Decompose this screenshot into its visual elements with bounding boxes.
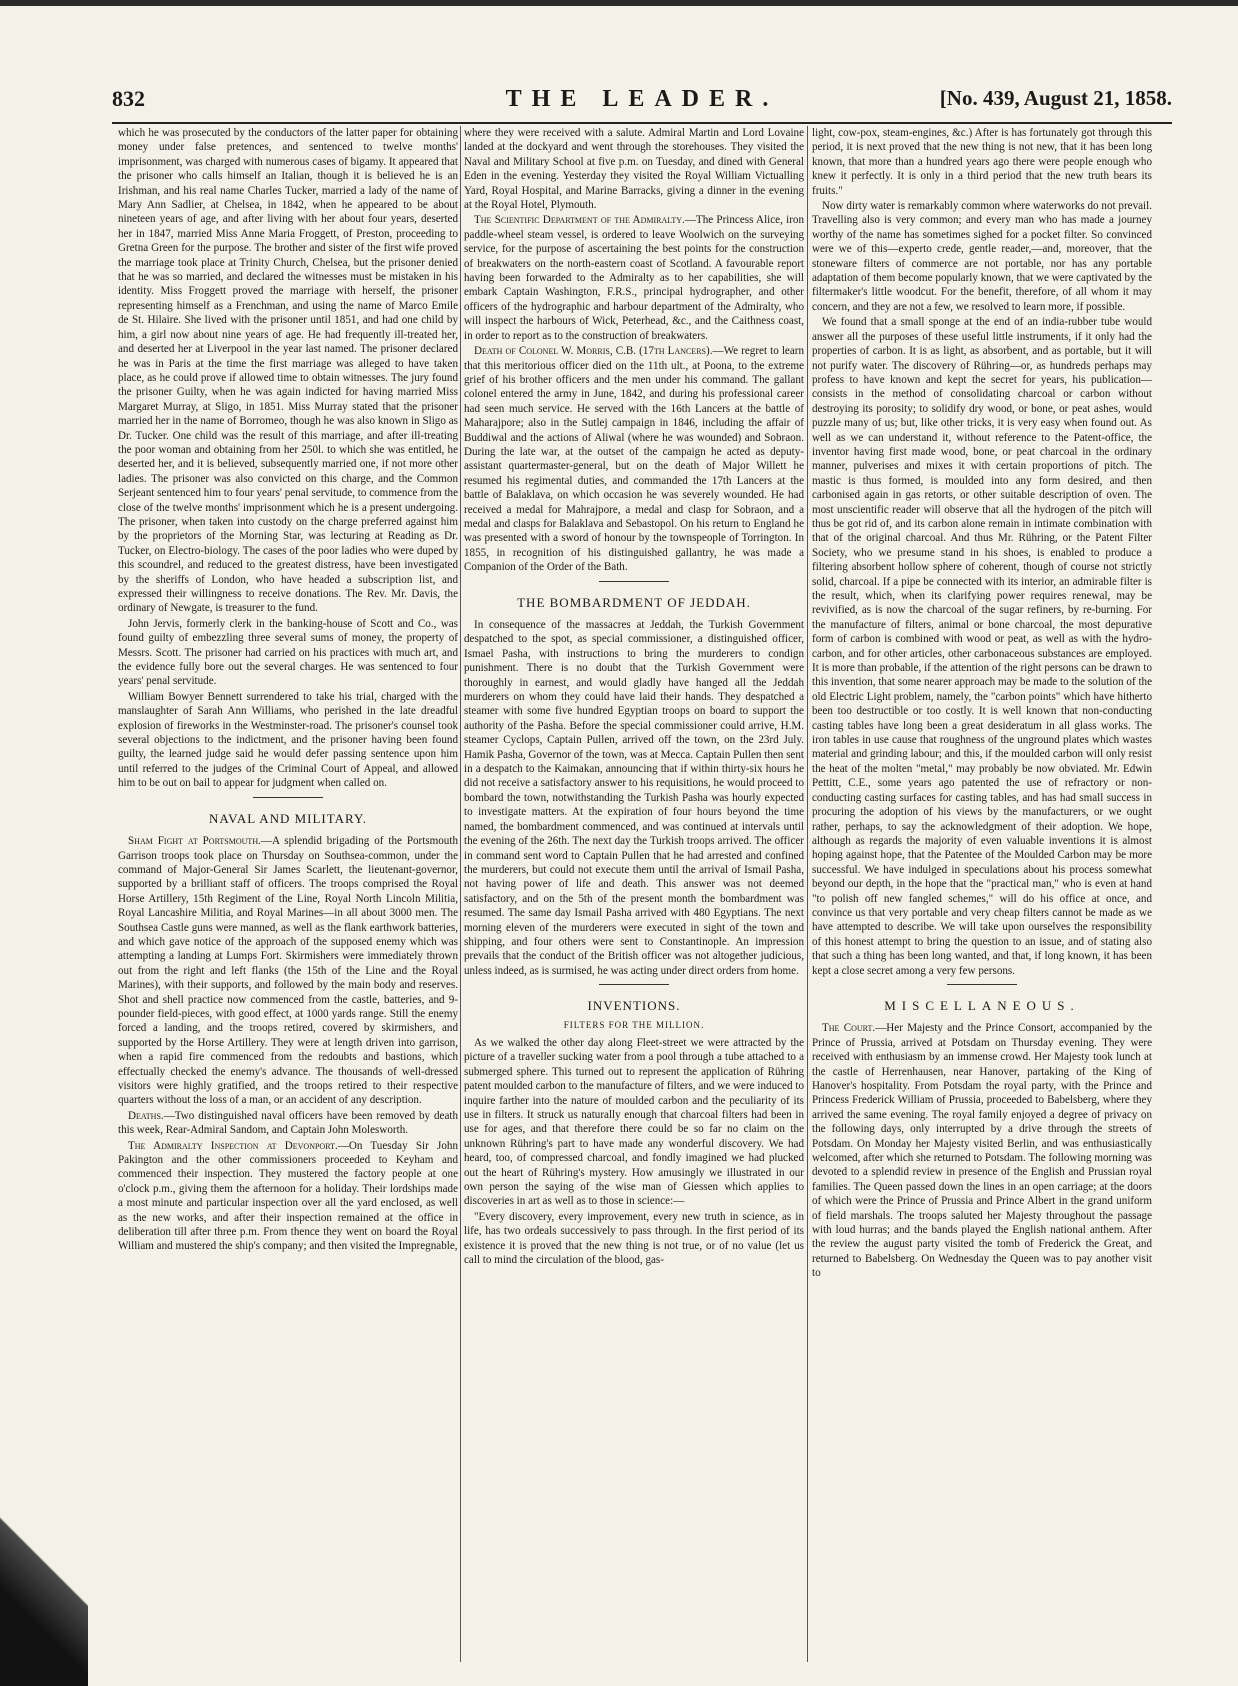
section-rule <box>253 797 323 798</box>
section-heading-jeddah: THE BOMBARDMENT OF JEDDAH. <box>517 594 751 610</box>
column-3 <box>812 126 1152 1662</box>
paragraph-body: —A splendid brigading of the Portsmouth Garrison troops took place on Thursday on Southsea-common, under the command of Major-General Sir James Scarlett, the lieutenant-governor, supported by a brilliant staff of officers. The troops comprised the Royal Horse Artillery, 15th Regiment of the Line, Royal North Lincoln Militia, Royal Lancashire Militia, and Royal Marines—in all about 3000 men. The Southsea Castle guns were manned, as well as the flank earthwork batteries, and which gave notice of the approach of the supposed enemy which was attempting a landing at Lumps Fort. Skirmishers were immediately thrown out from the right and left flanks (the 15th of the Line and the Royal Marines), with their supports, and followed by the main body and reserves. Shot and shell practice now commenced from the castle, batteries, and 9-pounder field-pieces, with good effect, at 1000 yards range. Still the enemy forced a landing, and the troops retired, covered by skirmishers, and supported by the Horse Artillery. They were at length driven into garrison, when a rapid fire commenced from the redoubts and bastions, which effectually checked the enemy's advance. The thousands of well-dressed visitors were highly gratified, and the troops retired to their respective quarters without the loss of a man, or an accident of any description. <box>118 835 458 1107</box>
section-subheading-filters: FILTERS FOR THE MILLION. <box>563 1019 705 1030</box>
section-rule <box>947 984 1017 985</box>
paragraph-lead: The Admiralty Inspection at Devonport. <box>128 1139 338 1152</box>
masthead-rule <box>112 122 1172 124</box>
column-1 <box>118 126 458 1662</box>
paragraph-lead: Death of Colonel W. Morris, C.B. (17th Lancers). <box>474 345 713 358</box>
paragraph-lead: Sham Fight at Portsmouth. <box>128 835 261 848</box>
article-paragraph: "Every discovery, every improvement, every new truth in science, as in life, has two ordeals successively to pass through. In the first period of its existence it is proved that the new thing is not true, or of no value (let us call to mind the circulation of the blood, gas- <box>464 1210 804 1267</box>
article-paragraph: John Jervis, formerly clerk in the banking-house of Scott and Co., was found guilty of embezzling three several sums of money, the property of Messrs. Scott. The prisoner had carried on his practices with much art, and the evidence fully bore out the several charges. He was sentenced to four years' penal servitude. <box>118 617 458 688</box>
column-divider <box>460 126 461 1662</box>
paragraph-body: —We regret to learn that this meritorious officer died on the 11th ult., at Poona, to the extreme grief of his brother officers and the men under his command. The gallant colonel entered the army in June, 1842, and during his professional career had seen much service. He served with the 16th Lancers at the battle of Maharajpore; also in the Sutlej campaign in 1846, including the affair of Buddiwal and the actions of Aliwal (where he was wounded) and Sobraon. During the late war, at the outset of the campaign he acted as deputy-assistant quartermaster-general, but on the death of Major Willett he resumed his regimental duties, and commanded the 17th Lancers at the battle of Balaklava, on which occasion he was severely wounded. He had received a medal for Mahrajpore, a medal and clasp for Sobraon, and a medal and clasps for Balaklava and Sebastopol. On his return to England he was presented with a sword of honour by the townspeople of Torrington. In 1855, in recognition of his distinguished gallantry, he was made a Companion of the Order of the Bath. <box>464 345 804 574</box>
article-paragraph <box>118 1109 458 1138</box>
article-paragraph: As we walked the other day along Fleet-street we were attracted by the picture of a traveller sucking water from a pool through a tube attached to a submerged sphere. This turned out to represent the application of Rühring patent moulded carbon to the manufacture of filters, and we were induced to inquire farther into the nature of moulded carbon and the peculiarity of its use in filters. It struck us naturally enough that charcoal filters had been in use for ages, and that therefore there could be so far no claim on the unknown Rühring's part to have made any wonderful discovery. We had heard, too, of compressed charcoal, and fondly imagined we had plucked out the heart of Rühring's mystery. How amusingly we illustrated in our own person the saying of the wise man of Giessen which applies to discoveries in art as well as to those in science:— <box>464 1036 804 1208</box>
article-paragraph <box>464 344 804 575</box>
scan-corner-shadow <box>0 1496 88 1686</box>
article-paragraph: which he was prosecuted by the conductors of the latter paper for obtaining money under false pretences, and sentenced to twelve months' imprisonment, was charged with numerous cases of bigamy. It appeared that the prisoner who calls himself an Italian, though it is believed he is an Irishman, and his real name Charles Tucker, married a lady of the name of Mary Ann Sadlier, at Chelsea, in 1842, when he appeared to be about nineteen years of age, and after living with her about four years, deserted her in 1847, married Miss Anne Maria Froggett, of Preston, proceeding to Gretna Green for the purpose. The brother and sister of the first wife proved the marriage took place at Trinity Church, Chelsea, but the prisoner denied that he was so married, and declared the witnesses must be mistaken in his identity. Miss Froggett proved the marriage with herself, the prisoner representing himself as a Frenchman, and using the name of Marco Emile de St. Hilaire. She lived with the prisoner until 1851, and had one child by him, a girl now about nine years of age. He had frequently ill-treated her, and deserted her at Liverpool in the year last named. The prisoner declared he was in Paris at the time the first marriage was alleged to have taken place, as he could prove if allowed time to obtain witnesses. The jury found the prisoner Guilty, when he was again indicted for having married Miss Margaret Murray, at Sligo, in 1851. Miss Murray stated that the prisoner married her in the name of Borromeo, though he was also known in Sligo as Dr. Tucker. One child was the result of this marriage, and after ill-treating the poor woman and obtaining from her 250l. to which she was entitled, he deserted her, and it is believed, subsequently married one, if not more other ladies. The prisoner was also convicted on this charge, and the Common Serjeant sentenced him to four years' penal servitude, to commence from the close of the twelve months' imprisonment which he is a present undergoing. The prisoner, when taken into custody on the charge preferred against him by the proprietors of the Morning Star, was lecturing at Reading as Dr. Tucker, on Electro-biology. The cases of the poor ladies who were duped by this scoundrel, and reduced to the greatest distress, have been investigated by the sheriffs of London, who have headed a subscription list, and expressed their willingness to receive donations. The Rev. Mr. Davis, the ordinary of Newgate, is treasurer to the fund. <box>118 127 458 615</box>
column-divider <box>807 126 808 1662</box>
article-paragraph <box>812 1021 1152 1280</box>
section-rule <box>599 581 669 582</box>
newspaper-title: THE LEADER. <box>505 86 779 112</box>
article-paragraph: We found that a small sponge at the end of an india-rubber tube would answer all the purposes of these useful little instruments, if it only had the properties of carbon. It is as light, as absorbent, and as portable, but it will not purify water. The discovery of Rühring—or, as hundreds perhaps may profess to have known and kept the secret for years, his publication—consists in the method of consolidating charcoal or carbon without destroying its porosity; to solidify dry wood, or bone, or peat ashes, would puzzle many of us; but, like other tricks, it is very easy when found out. As well as we can understand it, without reference to the Patent-office, the inventor having first made wood, bone, or peat charcoal in the ordinary manner, pulverises and mixes it with certain proportions of pitch. The mastic is thus formed, is moulded into any form desired, and then carbonised again in gas retorts, or other suitable description of oven. The most unscientific reader will observe that all the hydrogen of the pitch will thus be got rid of, and its carbon alone remain in intimate combination with that of the original charcoal. And thus Mr. Rühring, or the Patent Filter Society, who we presume stand in his shoes, is enabled to produce a filtering absorbent hollow sphere of coherent, though of course not strictly solid, charcoal. If a pipe be connected with its interior, an admirable filter is the result, which, when its clarifying power requires renewal, may be revivified, as is now the charcoal of the sugar refiners, by re-burning. For the manufacture of filters, animal or bone charcoal, the most depurative form of carbon is combined with wood or peat, as well as with the hydro-carbon, and for other articles, other carbonaceous substances are employed. It is more than probable, if the attention of the right persons can be drawn to this invention, that some nearer approach may be made to the solution of the old Electric Light problem, namely, the "carbon points" which have hitherto been too destructible or too costly. It is well known that non-conducting casting tables have long been a great desideratum in all glass works. The iron tables in use cause that roughness of the unground plates which wastes material and grinding labour; and this, if the moulded carbon will only resist the heat of the molten "metal," may probably be now obviated. Mr. Edwin Pettitt, C.E., some years ago patented the use of refractory or non-conducting casting surfaces for casting tables, and has had small success in procuring the adoption of his views by the manufacturers, or we ought rather, perhaps, to say the acknowledgment of their adoption. We hope, although as regards the majority of even valuable inventions it is almost hoping against hope, that the Patentee of the Moulded Carbon may be more successful. We have indulged in speculations about his process somewhat beyond our depth, in the hope that the "practical man," who is even at hand "to polish off new fangled schemes," will do his office at once, and convince us that very portable and very cheap filters cannot be made as we have attempted to describe. We will take upon ourselves the responsibility of this honest attempt to bring the question to an issue, and of stating also that such a thing has been long wanted, and that, if long known, it has been kept a close secret among a very few persons. <box>812 316 1152 977</box>
page-number: 832 <box>112 86 145 111</box>
masthead <box>112 86 1172 122</box>
paragraph-lead: The Scientific Department of the Admiralty. <box>474 214 685 227</box>
article-paragraph: Now dirty water is remarkably common where waterworks do not prevail. Travelling also is very common; and every man who has made a journey worthy of the name has sometimes sighed for a pocket filter. So convinced were we of this—experto crede, gentle reader,—and, moreover, that the stoneware filters of commerce are not portable, nor has any portable adaptation of them become popularly known, that we were captivated by the filtermaker's little woodcut. For the benefit, therefore, of all whom it may concern, and they are not a few, we resolved to learn more, if possible. <box>812 200 1152 313</box>
section-heading-inventions: INVENTIONS. <box>587 998 681 1014</box>
paragraph-body: —The Princess Alice, iron paddle-wheel steam vessel, is ordered to leave Woolwich on the surveying service, for the purpose of ascertaining the best points for the construction of breakwaters on the north-eastern coast of Scotland. A favourable report having been forwarded to the Admiralty as to her capabilities, she will embark Captain Washington, F.R.S., principal hydrographer, and other officers of the hydrographic and harbour department of the Admiralty, who will inspect the harbours of Wick, Peterhead, &c., and the Caithness coast, in order to report as to the construction of breakwaters. <box>464 214 804 342</box>
section-rule <box>599 984 669 985</box>
issue-info: [No. 439, August 21, 1858. <box>939 86 1172 110</box>
article-paragraph <box>118 834 458 1108</box>
section-heading-naval: NAVAL AND MILITARY. <box>209 810 367 826</box>
column-2 <box>464 126 804 1662</box>
article-paragraph: William Bowyer Bennett surrendered to take his trial, charged with the manslaughter of Sarah Ann Williams, who perished in the late dreadful explosion of fireworks in the Westminster-road. The prisoner's counsel took several objections to the indictment, and the prisoner having been found guilty, the learned judge said he would defer passing sentence upon him until referred to the judges of the Criminal Court of Appeal, and allowed him to be out on bail to appear for judgment when called on. <box>118 690 458 790</box>
section-heading-miscellaneous: MISCELLANEOUS. <box>884 997 1080 1013</box>
paragraph-lead: The Court. <box>822 1022 876 1035</box>
page-top-edge <box>0 0 1238 6</box>
article-paragraph <box>118 1139 458 1254</box>
article-paragraph: where they were received with a salute. Admiral Martin and Lord Lovaine landed at the dockyard and went through the storehouses. They visited the Naval and Military School at five p.m. on Tuesday, and dined with General Eden in the evening. Yesterday they visited the Royal William Victualling Yard, Royal Hospital, and Marine Barracks, giving a dinner in the evening at the Royal Hotel, Plymouth. <box>464 127 804 212</box>
paragraph-body: —Two distinguished naval officers have been removed by death this week, Rear-Admiral Sandom, and Captain John Molesworth. <box>118 1109 458 1137</box>
paragraph-body: —Her Majesty and the Prince Consort, accompanied by the Prince of Prussia, arrived at Potsdam on Thursday evening. They were received with enthusiasm by an immense crowd. Her Majesty took lunch at the castle of Herrenhausen, near Hanover, partaking of the King of Hanover's hospitality. From Potsdam the royal party, with the Prince and Princess Frederick William of Prussia, proceeded to Babelsberg, where they arrived the same evening. The royal family enjoyed a degree of privacy on the following days, only interrupted by a drive through the streets of Potsdam. On Monday her Majesty visited Berlin, and was enthusiastically welcomed, after which she returned to Potsdam. The following morning was devoted to a splendid review in presence of the English and Prussian royal families. The Queen passed down the lines in an open carriage; at the doors of which were the Prince of Prussia and Prince Albert in the grand uniform of field marshals. The troops saluted her Majesty throughout the passage with loud hurras; and the bands played the English national anthem. After the review the august party visited the tomb of Frederick the Great, and returned to Babelsberg. On Wednesday the Queen was to pay another visit to <box>812 1022 1152 1280</box>
paragraph-lead: Deaths. <box>128 1109 164 1122</box>
article-paragraph <box>464 213 804 343</box>
article-paragraph: In consequence of the massacres at Jeddah, the Turkish Government despatched to the spot, as special commissioner, a distinguished officer, Ismael Pasha, with instructions to bring the murderers to condign punishment. There is no doubt that the Turkish Government were thoroughly in earnest, and would gladly have hanged all the Jeddah murderers on whom they could have laid their hands. They despatched a steamer with some five hundred Egyptian troops on board to support the authority of the Pasha. Before the special commissioner could arrive, H.M. steamer Cyclops, Captain Pullen, arrived off the town, on the 23rd July. Hamik Pasha, Governor of the town, was at Mecca. Captain Pullen then sent in a despatch to the Kaimakan, announcing that if within thirty-six hours he did not receive a satisfactory answer to his requisitions, he would proceed to bombard the town, notwithstanding the Turkish Pasha was hourly expected to investigate matters. At the expiration of four hours beyond the time named, the bombardment commenced, and was continued at intervals until the evening of the 26th. The next day the Turkish troops arrived. The officer in command sent word to Captain Pullen that he had arrested and confined the murderers, but could not execute them until the arrival of Ismail Pasha, not having power of life and death. This answer was not deemed satisfactory, and on the 5th of the present month the bombardment was resumed. The same day Ismail Pasha arrived with 480 Egyptians. The next morning eleven of the murderers were executed in sight of the town and shipping, and four others were sent to Constantinople. An impression prevails that the conduct of the British officer was not altogether judicious, unless indeed, as is surmised, he was acting under direct orders from home. <box>464 619 804 977</box>
paragraph-body: —On Tuesday Sir John Pakington and the other commissioners proceeded to Keyham and commenced their inspection. They mustered the factory people at one o'clock p.m., giving them the afternoon for a holiday. Their lordships made a most minute and particular inspection over all the yard enclosed, as well as the new works, and after their inspection remained at the office in deliberation till after three p.m. From thence they went on board the Royal William and mustered the ship's company; and then visited the Impregnable, <box>118 1139 458 1253</box>
article-paragraph: light, cow-pox, steam-engines, &c.) After is has fortunately got through this period, it is next proved that the new thing is not new, that it has been long known, that more than a hundred years ago there were people enough who knew it perfectly. It is only in a third period that the new truth bears its fruits." <box>812 127 1152 197</box>
